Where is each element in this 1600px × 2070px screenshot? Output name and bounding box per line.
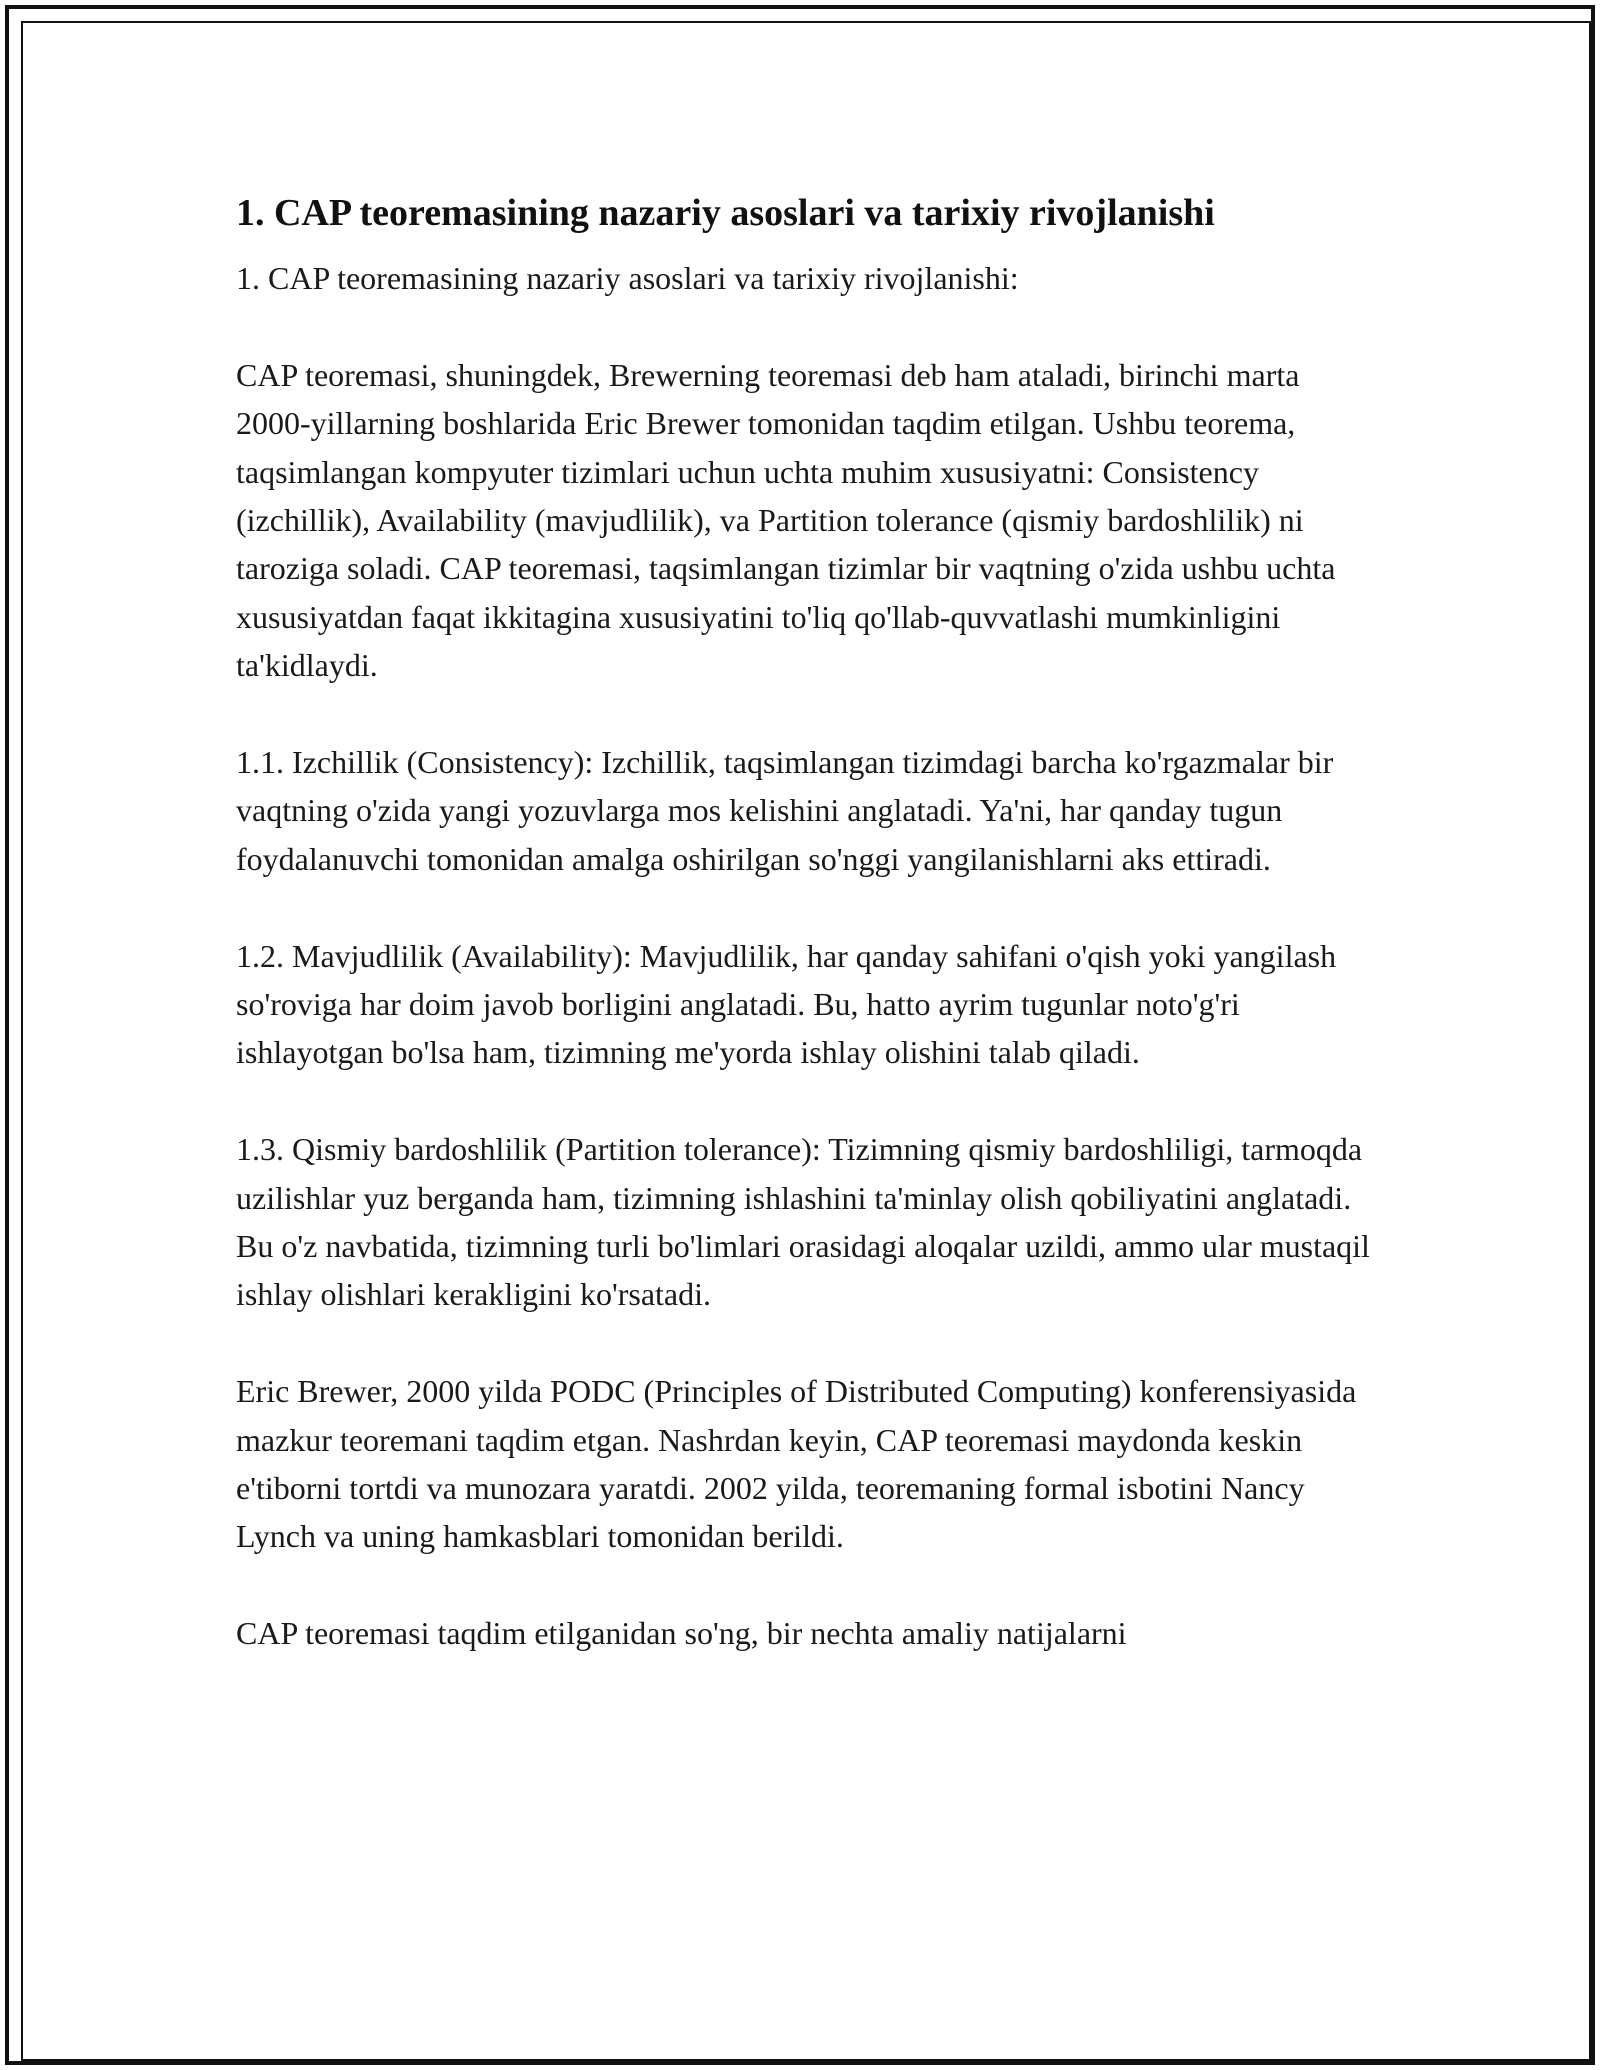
paragraph-consistency: 1.1. Izchillik (Consistency): Izchillik, taqsimlangan tizimdagi barcha ko'rgazmalar bir vaqtning o'zida yangi yozuvlarga mos kelishini anglatadi. Ya'ni, har qanday tugun foydalanuvchi tomonidan amalga oshirilgan so'nggi yangilanishlarni aks ettiradi. <box>236 744 1334 877</box>
document-body <box>236 186 1376 1658</box>
page-title: 1. CAP teoremasining nazariy asoslari va tarixiy rivojlanishi <box>236 192 1215 234</box>
paragraph-partition-tolerance: 1.3. Qismiy bardoshlilik (Partition tolerance): Tizimning qismiy bardoshliligi, tarmoqda uzilishlar yuz berganda ham, tizimning ishlashini ta'minlay olish qobiliyatini anglatadi. Bu o'z navbatida, tizimning turli bo'limlari orasidagi aloqalar uzildi, ammo ular mustaqil ishlay olishlari kerakligini ko'rsatadi. <box>236 1131 1370 1313</box>
paragraph-availability: 1.2. Mavjudlilik (Availability): Mavjudlilik, har qanday sahifani o'qish yoki yangilash so'roviga har doim javob borligini anglatadi. Bu, hatto ayrim tugunlar noto'g'ri ishlayotgan bo'lsa ham, tizimning me'yorda ishlay olishini talab qiladi. <box>236 937 1337 1071</box>
section-subtitle: 1. CAP teoremasining nazariy asoslari va tarixiy rivojlanishi: <box>236 260 1019 296</box>
paragraph-history: Eric Brewer, 2000 yilda PODC (Principles of Distributed Computing) konferensiyasida mazkur teoremani taqdim etgan. Nashrdan keyin, CAP teoremasi maydonda keskin e'tiborni tortdi va munozara yaratdi. 2002 yilda, teoremaning formal isbotini Nancy Lynch va uning hamkasblari tomonidan berildi. <box>236 1373 1357 1555</box>
paragraph-continuation: CAP teoremasi taqdim etilganidan so'ng, bir nechta amaliy natijalarni <box>236 1615 1127 1652</box>
paragraph-cap-intro: CAP teoremasi, shuningdek, Brewerning teoremasi deb ham ataladi, birinchi marta 2000-yillarning boshlarida Eric Brewer tomonidan taqdim etilgan. Ushbu teorema, taqsimlangan kompyuter tizimlari uchun uchta muhim xususiyatni: Consistency (izchillik), Availability (mavjudlilik), va Partition tolerance (qismiy bardoshlilik) ni taroziga soladi. CAP teoremasi, taqsimlangan tizimlar bir vaqtning o'zida ushbu uchta xususiyatdan faqat ikkitagina xususiyatini to'liq qo'llab-quvvatlashi mumkinligini ta'kidlaydi. <box>236 356 1336 684</box>
